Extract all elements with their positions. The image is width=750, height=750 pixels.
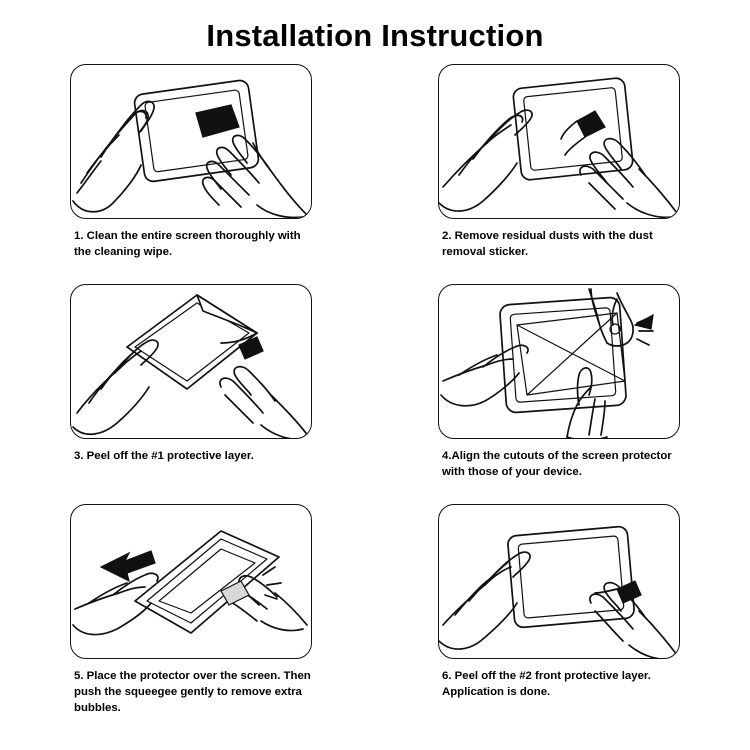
step-4-illustration xyxy=(438,284,680,439)
step-2-caption: 2. Remove residual dusts with the dust removal sticker. xyxy=(442,230,653,259)
page-title: Installation Instruction xyxy=(206,18,544,53)
steps-grid xyxy=(0,64,750,722)
step-1-illustration xyxy=(70,64,312,219)
step-1-caption: 1. Clean the entire screen thoroughly with the cleaning wipe. xyxy=(74,230,301,259)
step-3-illustration xyxy=(70,284,312,439)
step-6-caption: 6. Peel off the #2 front protective layer. Application is done. xyxy=(442,670,651,699)
step-2-illustration xyxy=(438,64,680,219)
step-6 xyxy=(378,504,740,722)
step-4-caption: 4.Align the cutouts of the screen protector with those of your device. xyxy=(442,450,672,479)
step-2 xyxy=(378,64,740,282)
step-5 xyxy=(10,504,372,722)
step-1 xyxy=(10,64,372,282)
step-4 xyxy=(378,284,740,502)
step-3-caption: 3. Peel off the #1 protective layer. xyxy=(74,450,254,462)
step-6-illustration xyxy=(438,504,680,659)
step-5-caption: 5. Place the protector over the screen. Then push the squeegee gently to remove extra bubbles. xyxy=(74,670,311,715)
step-3 xyxy=(10,284,372,502)
step-5-illustration xyxy=(70,504,312,659)
